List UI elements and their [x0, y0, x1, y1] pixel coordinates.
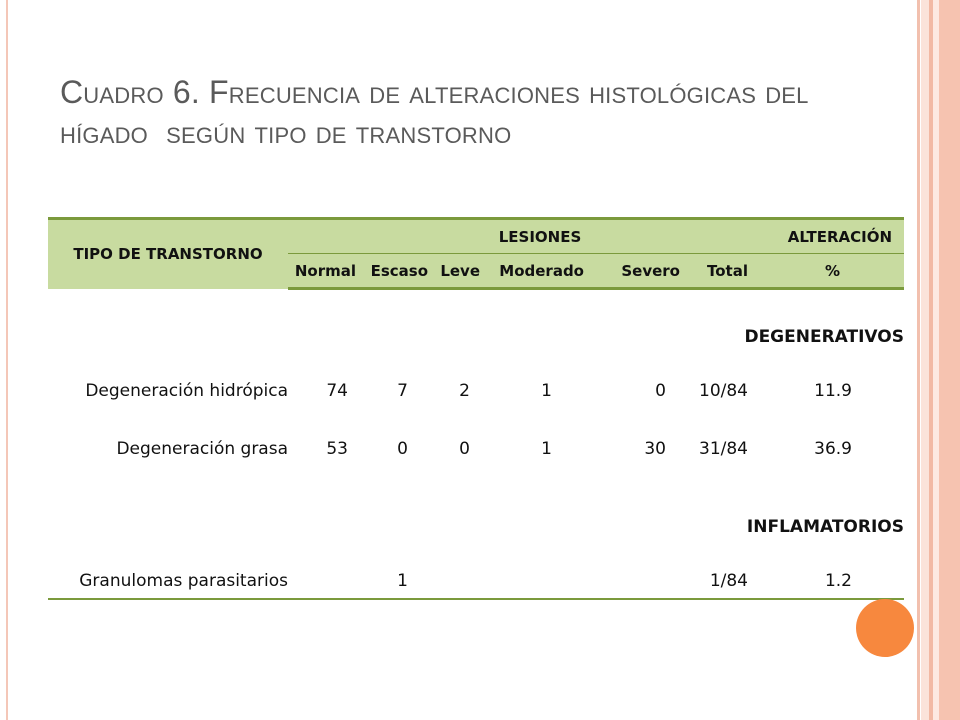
cell-severo: 30 — [644, 438, 666, 459]
header-alteracion: ALTERACIÓN — [766, 219, 904, 254]
row-label: Degeneración grasa — [116, 438, 288, 459]
cell-severo: 0 — [655, 380, 666, 401]
header-normal: Normal — [288, 254, 366, 289]
cell-total: 31/84 — [699, 438, 748, 459]
row-label: Granulomas parasitarios — [48, 565, 288, 599]
cell-escaso: 7 — [397, 380, 408, 401]
right-decorative-stripe — [921, 0, 929, 720]
section-degenerativos: DEGENERATIVOS — [744, 326, 904, 347]
slide-title — [60, 72, 910, 152]
right-decorative-stripe — [917, 0, 920, 720]
table-row — [48, 565, 904, 599]
right-decorative-stripe — [939, 0, 960, 720]
cell-normal — [288, 565, 366, 599]
cell-leve — [434, 565, 486, 599]
histology-table — [48, 217, 904, 600]
cell-moderado — [486, 565, 594, 599]
header-moderado: Moderado — [486, 254, 594, 289]
cell-escaso: 1 — [366, 565, 434, 599]
table-row — [48, 431, 904, 467]
orange-circle-decoration — [856, 599, 914, 657]
header-escaso: Escaso — [366, 254, 434, 289]
cell-leve: 0 — [459, 438, 470, 459]
slide-title-line-2: hígado según tipo de transtorno — [60, 114, 512, 150]
slide-title-line-1: Cuadro 6. Frecuencia de alteraciones histológicas del — [60, 74, 809, 110]
cell-severo — [594, 565, 688, 599]
header-tipo: TIPO DE TRANSTORNO — [48, 219, 288, 289]
section-inflamatorios: INFLAMATORIOS — [746, 516, 904, 537]
table-row — [48, 373, 904, 409]
cell-percent: 36.9 — [814, 438, 852, 459]
header-lesiones: LESIONES — [288, 219, 766, 254]
cell-total: 10/84 — [699, 380, 748, 401]
cell-escaso: 0 — [397, 438, 408, 459]
cell-moderado: 1 — [541, 438, 552, 459]
header-leve: Leve — [434, 254, 486, 289]
left-border-line — [6, 0, 8, 720]
row-label: Degeneración hidrópica — [85, 380, 288, 401]
cell-leve: 2 — [459, 380, 470, 401]
header-total: Total — [688, 254, 766, 289]
cell-total: 1/84 — [688, 565, 766, 599]
cell-percent: 11.9 — [814, 380, 852, 401]
cell-normal: 74 — [326, 380, 348, 401]
cell-normal: 53 — [326, 438, 348, 459]
cell-percent: 1.2 — [766, 565, 904, 599]
header-percent: % — [766, 254, 904, 289]
cell-moderado: 1 — [541, 380, 552, 401]
header-severo: Severo — [594, 254, 688, 289]
